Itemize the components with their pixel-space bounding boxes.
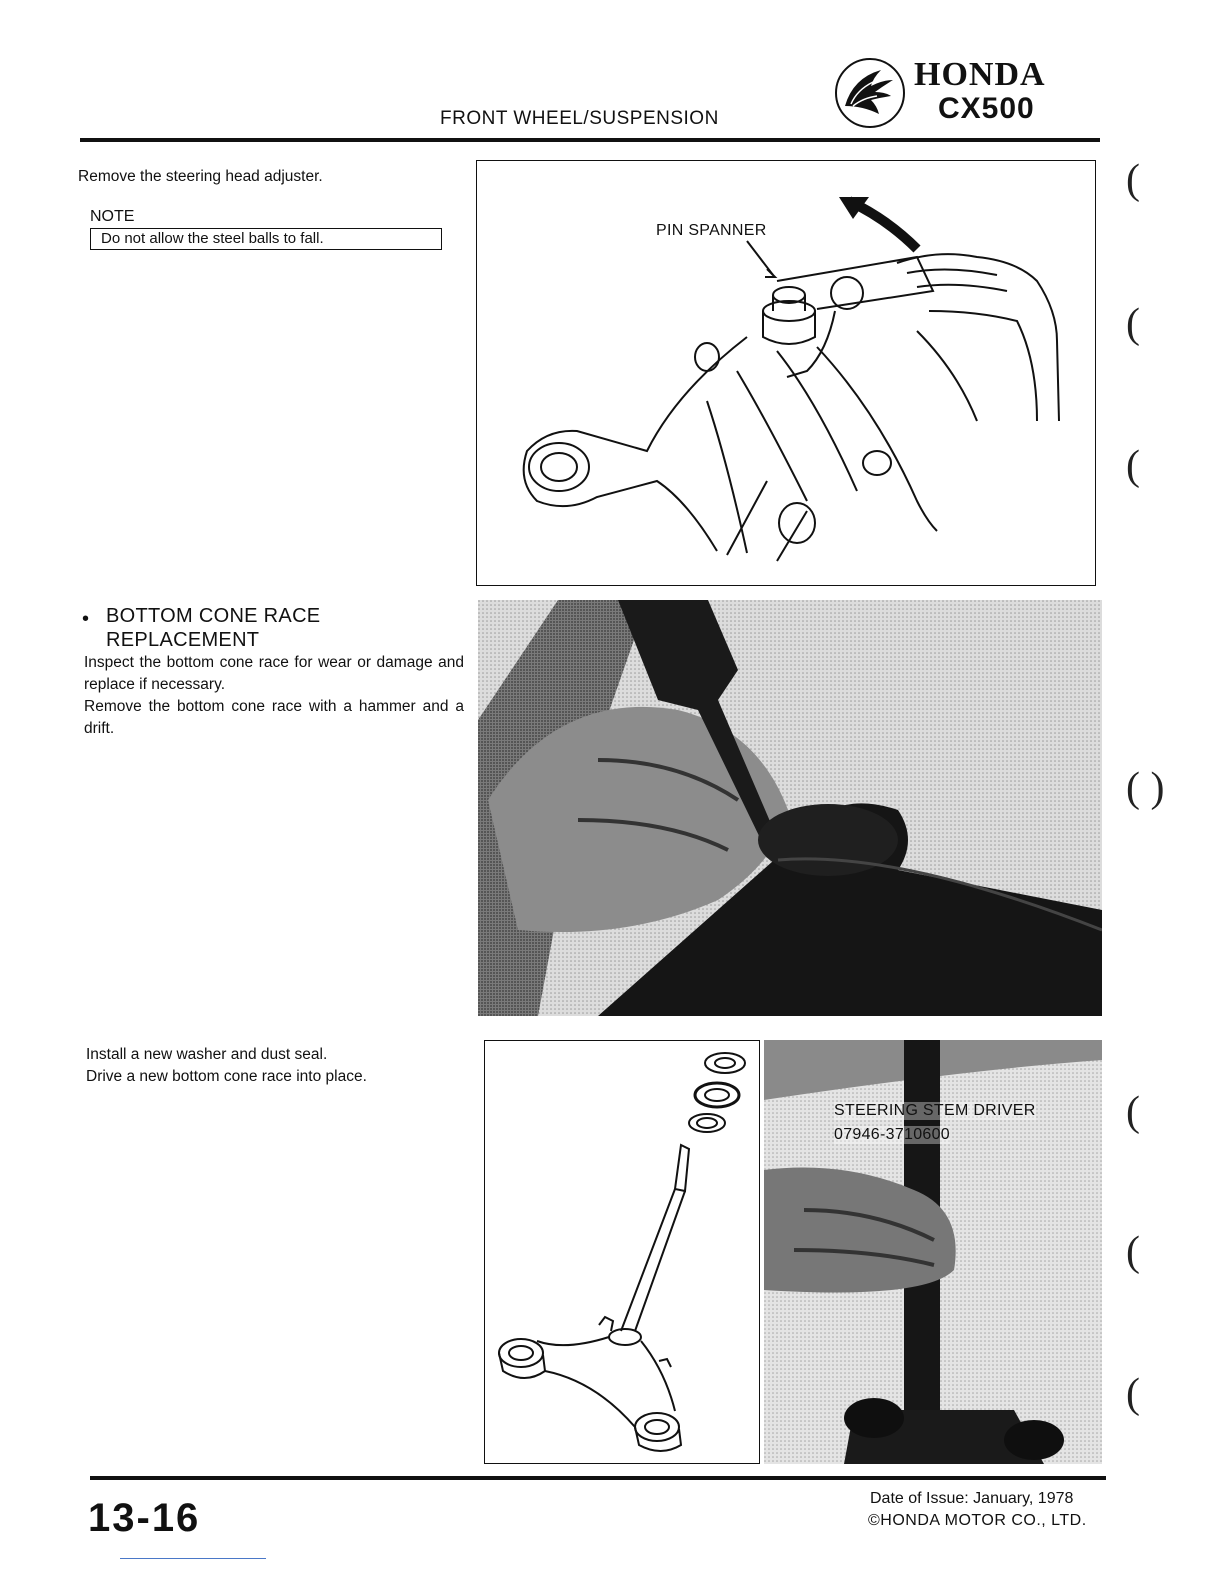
page-number: 13-16	[88, 1496, 201, 1540]
model-name: CX500	[938, 92, 1035, 125]
instruction-install-race	[86, 1044, 466, 1088]
pin-spanner-drawing	[477, 161, 1094, 584]
binder-mark: (	[1126, 1229, 1140, 1275]
note-box: Do not allow the steel balls to fall.	[90, 228, 442, 250]
copyright: ©HONDA MOTOR CO., LTD.	[868, 1512, 1087, 1529]
header-rule	[80, 138, 1100, 142]
brand-name: HONDA	[914, 56, 1046, 93]
binder-mark: (	[1126, 301, 1140, 347]
steering-stem-driver-callout: STEERING STEM DRIVER	[834, 1102, 1036, 1119]
honda-wing-logo-icon	[833, 56, 907, 130]
binder-mark: (	[1126, 443, 1140, 489]
instruction-remove-adjuster: Remove the steering head adjuster.	[78, 168, 323, 185]
section-heading: BOTTOM CONE RACE REPLACEMENT	[106, 605, 321, 651]
hammer-drift-photo-drawing	[478, 600, 1102, 1016]
instruction-drive-race-line: Drive a new bottom cone race into place.	[86, 1068, 367, 1085]
bullet-icon: •	[82, 608, 90, 630]
binder-mark: (	[1126, 157, 1140, 203]
binder-mark: ( )	[1126, 765, 1165, 811]
footer-rule	[90, 1476, 1106, 1480]
issue-date: Date of Issue: January, 1978	[870, 1490, 1074, 1507]
instruction-remove-race-line: Remove the bottom cone race with a hammer and a drift.	[84, 698, 464, 737]
hammer-drift-photo	[478, 600, 1102, 1016]
instruction-inspect-line: Inspect the bottom cone race for wear or damage and replace if necessary.	[84, 654, 464, 693]
steering-stem-driver-part-number: 07946-3710600	[834, 1126, 951, 1143]
note-label: NOTE	[90, 208, 135, 225]
instruction-install-seal-line: Install a new washer and dust seal.	[86, 1046, 328, 1063]
section-title: FRONT WHEEL/SUSPENSION	[440, 108, 719, 129]
steering-stem-drawing	[484, 1040, 760, 1464]
scan-artifact-line	[120, 1558, 266, 1559]
steering-stem-exploded-view	[485, 1041, 758, 1462]
pin-spanner-callout: PIN SPANNER	[656, 222, 767, 239]
binder-mark: (	[1126, 1371, 1140, 1417]
binder-mark: (	[1126, 1089, 1140, 1135]
pin-spanner-figure	[476, 160, 1096, 586]
instruction-inspect-race	[84, 652, 464, 740]
